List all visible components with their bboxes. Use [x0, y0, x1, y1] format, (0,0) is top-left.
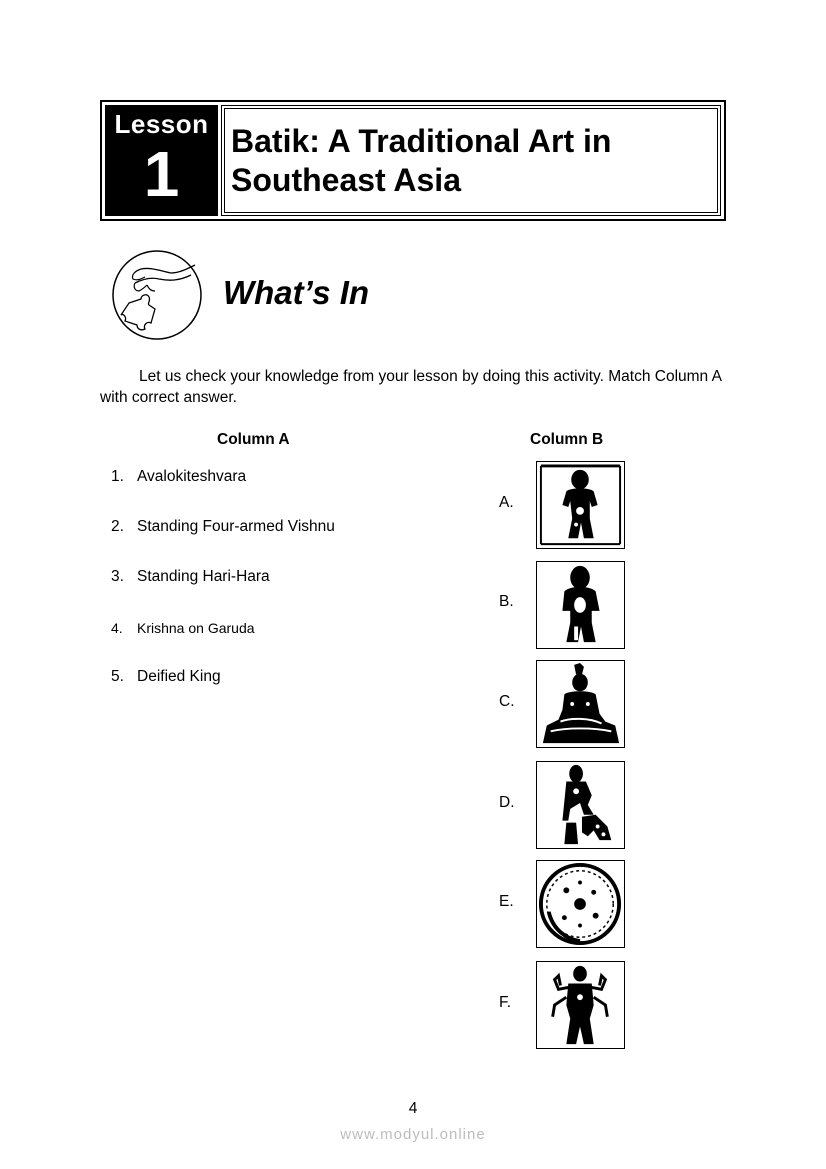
item-number: 1.: [111, 468, 124, 485]
item-text: Standing Hari-Hara: [137, 568, 270, 585]
lesson-label: Lesson: [114, 109, 209, 139]
lesson-title-line-2: Southeast Asia: [231, 161, 461, 198]
intro-paragraph: Let us check your knowledge from your lesson by doing this activity. Match Column A with correct answer.: [100, 368, 722, 406]
column-b-heading: Column B: [530, 431, 604, 448]
column-a-item: [111, 568, 270, 586]
item-text: Krishna on Garuda: [137, 620, 255, 636]
item-text: Deified King: [137, 668, 221, 685]
watermark: www.modyul.online: [340, 1126, 486, 1143]
lesson-title-line-1: Batik: A Traditional Art in: [231, 122, 612, 159]
column-a-item: [111, 668, 221, 686]
standing-statue-dark-image: [536, 561, 625, 649]
item-number: 4.: [111, 620, 123, 636]
multi-armed-figure-image: [536, 961, 625, 1049]
item-number: 2.: [111, 518, 124, 535]
column-b-letter: F.: [499, 994, 512, 1011]
round-relief-image: [536, 860, 625, 948]
lesson-number: 1: [143, 138, 180, 210]
item-text: Avalokiteshvara: [137, 468, 247, 485]
column-b-letter: A.: [499, 494, 514, 511]
lesson-badge: [105, 105, 218, 216]
column-b-letter: D.: [499, 794, 515, 811]
column-a-item: [111, 518, 335, 536]
column-a-heading: Column A: [217, 431, 290, 448]
seated-figure-image: [536, 660, 625, 748]
standing-statue-image: [536, 461, 625, 549]
page-number: 4: [408, 1100, 418, 1117]
section-title: What’s In: [223, 274, 370, 311]
lesson-title-box: [221, 105, 721, 216]
figure-on-garuda-image: [536, 761, 625, 849]
column-a-item: [111, 468, 246, 486]
lesson-title: [231, 122, 611, 200]
item-number: 5.: [111, 668, 124, 685]
column-b-letter: C.: [499, 693, 515, 710]
column-a-item: [111, 620, 255, 636]
item-number: 3.: [111, 568, 124, 585]
puzzle-hand-icon: [111, 249, 203, 341]
column-b-letter: B.: [499, 593, 514, 610]
column-b-letter: E.: [499, 893, 514, 910]
lesson-header: [100, 100, 726, 221]
item-text: Standing Four-armed Vishnu: [137, 518, 335, 535]
